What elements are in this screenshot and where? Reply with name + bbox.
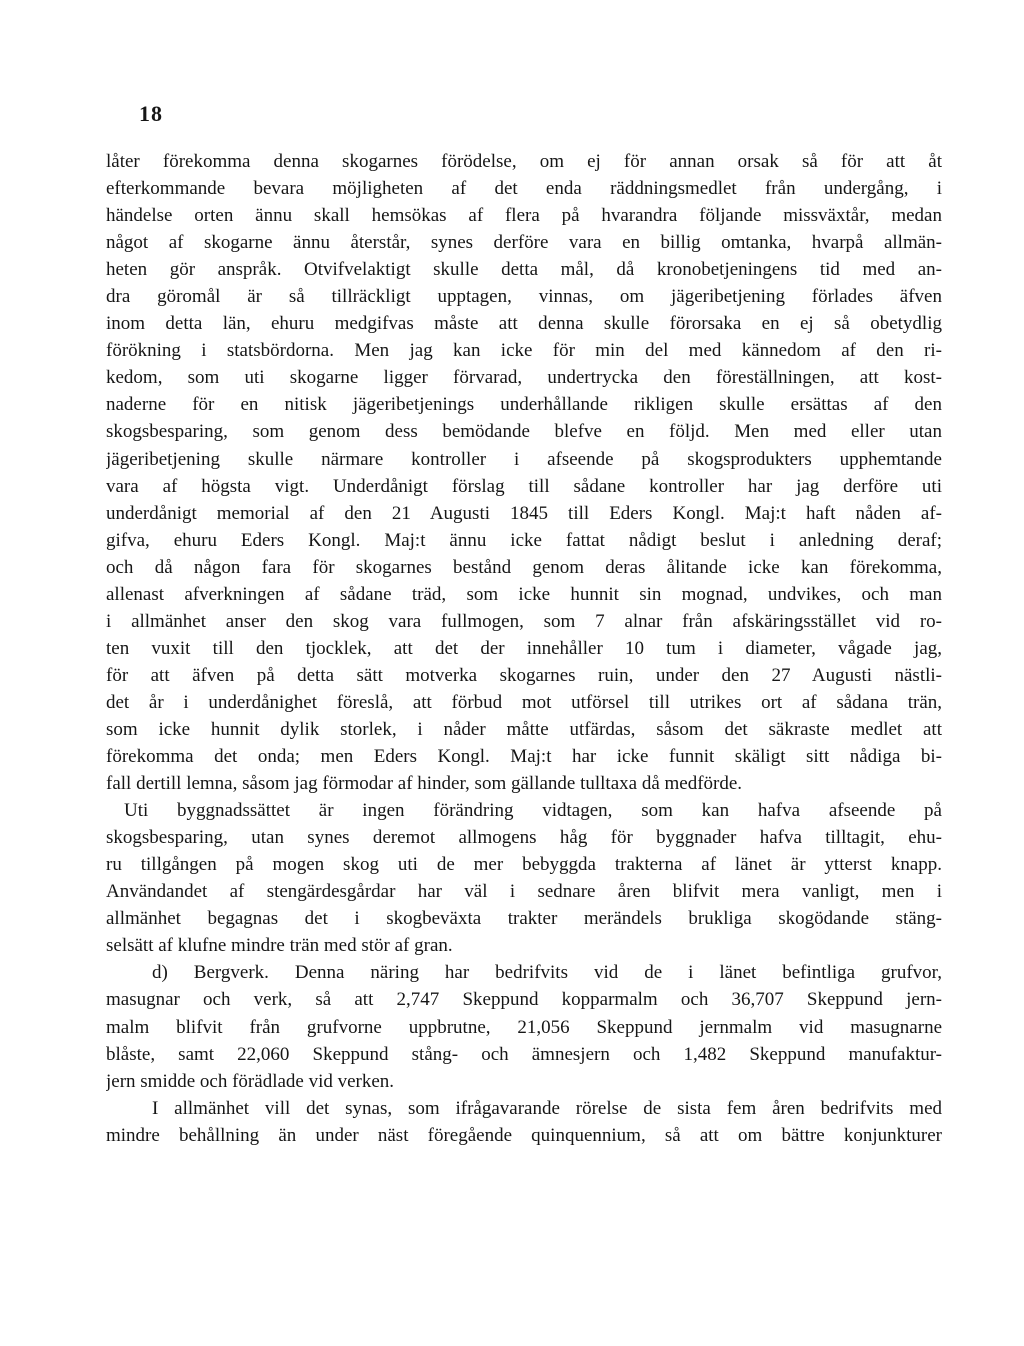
- text-line: mindre behållning än under näst föregående quinquennium, så att om bättre konjunkturer: [106, 1124, 942, 1146]
- text-line: låter förekomma denna skogarnes förödelse, om ej för annan orsak så för att åt: [106, 151, 942, 172]
- text-line: händelse orten ännu skall hemsökas af flera på hvarandra följande missväxtår, medan: [106, 205, 942, 227]
- text-line: ru tillgången på mogen skog uti de mer bebyggda trakterna af länet är ytterst knapp.: [106, 854, 942, 876]
- text-line: heten gör anspråk. Otvifvelaktigt skulle detta mål, då kronobetjeningens tid med an-: [106, 259, 942, 281]
- text-line: d) Bergverk. Denna näring har bedrifvits vid de i länet befintliga grufvor,: [152, 962, 942, 984]
- text-line: skogsbesparing, utan synes deremot allmogens håg för byggnader hafva tilltagit, ehu-: [106, 827, 942, 849]
- text-line: jägeribetjening skulle närmare kontroller i afseende på skogsprodukters upphemtande: [106, 448, 942, 470]
- text-line: selsätt af klufne mindre trän med stör af gran.: [106, 935, 453, 957]
- text-line: för att äfven på detta sätt motverka skogarnes ruin, under den 27 Augusti nästli-: [106, 664, 942, 686]
- text-line: blåste, samt 22,060 Skeppund stång- och ämnesjern och 1,482 Skeppund manufaktur-: [106, 1043, 942, 1065]
- text-line: malm blifvit från grufvorne uppbrutne, 21,056 Skeppund jernmalm vid masugnarne: [106, 1016, 942, 1038]
- text-line: ten vuxit till den tjocklek, att det der innehåller 10 tum i diameter, vågade jag,: [106, 637, 942, 659]
- body-text: [106, 148, 942, 1149]
- text-line: det år i underdånighet föreslå, att förbud mot utförsel till utrikes ort af sådana trän,: [106, 691, 942, 713]
- text-line: naderne för en nitisk jägeribetjenings underhållande rikligen skulle ersättas af den: [106, 394, 942, 416]
- text-line: och då någon fara för skogarnes bestånd genom deras ålitande icke kan förekomma,: [106, 556, 942, 578]
- text-line: gifva, ehuru Eders Kongl. Maj:t ännu icke fattat nådigt beslut i anledning deraf;: [106, 529, 942, 551]
- text-line: jern smidde och förädlade vid verken.: [106, 1070, 395, 1092]
- text-line: efterkommande bevara möjligheten af det enda räddningsmedlet från undergång, i: [106, 178, 942, 200]
- text-line: som icke hunnit dylik storlek, i nåder måtte utfärdas, såsom det säkraste medlet att: [106, 718, 942, 740]
- text-line: något af skogarne ännu återstår, synes derföre vara en billig omtanka, hvarpå allmän-: [106, 232, 942, 254]
- text-line: masugnar och verk, så att 2,747 Skeppund kopparmalm och 36,707 Skeppund jern-: [106, 989, 942, 1011]
- text-line: Uti byggnadssättet är ingen förändring vidtagen, som kan hafva afseende på: [124, 800, 942, 822]
- text-line: allmänhet begagnas det i skogbeväxta trakter merändels brukliga skogödande stäng-: [106, 908, 942, 930]
- text-line: inom detta län, ehuru medgifvas måste att denna skulle förorsaka en ej så obetydlig: [106, 313, 942, 335]
- text-line: kedom, som uti skogarne ligger förvarad, undertrycka den föreställningen, att kost-: [106, 367, 942, 389]
- text-line: underdånigt memorial af den 21 Augusti 1845 till Eders Kongl. Maj:t haft nåden af-: [106, 502, 942, 524]
- text-line: Användandet af stengärdesgårdar har väl i sednare åren blifvit mera vanligt, men i: [106, 881, 942, 903]
- text-line: I allmänhet vill det synas, som ifrågavarande rörelse de sista fem åren bedrifvits med: [152, 1097, 942, 1119]
- text-line: allenast afverkningen af sådane träd, som icke hunnit sin mognad, undvikes, och man: [106, 583, 942, 605]
- text-line: skogsbesparing, som genom dess bemödande blefve en följd. Men med eller utan: [106, 421, 942, 443]
- text-line: förekomma det onda; men Eders Kongl. Maj:t har icke funnit skäligt sitt nådiga bi-: [106, 746, 942, 768]
- text-line: förökning i statsbördorna. Men jag kan icke för min del med kännedom af den ri-: [106, 340, 942, 362]
- text-line: fall dertill lemna, såsom jag förmodar af hinder, som gällande tulltaxa då medförde.: [106, 773, 743, 795]
- page-number: 18: [139, 101, 163, 126]
- text-line: dra göromål är så tillräckligt upptagen, vinnas, om jägeribetjening förlades äfven: [106, 286, 942, 308]
- text-line: i allmänhet anser den skog vara fullmogen, som 7 alnar från afskäringsstället vid ro-: [106, 610, 942, 632]
- text-line: vara af högsta vigt. Underdånigt förslag till sådane kontroller har jag derföre uti: [106, 475, 942, 497]
